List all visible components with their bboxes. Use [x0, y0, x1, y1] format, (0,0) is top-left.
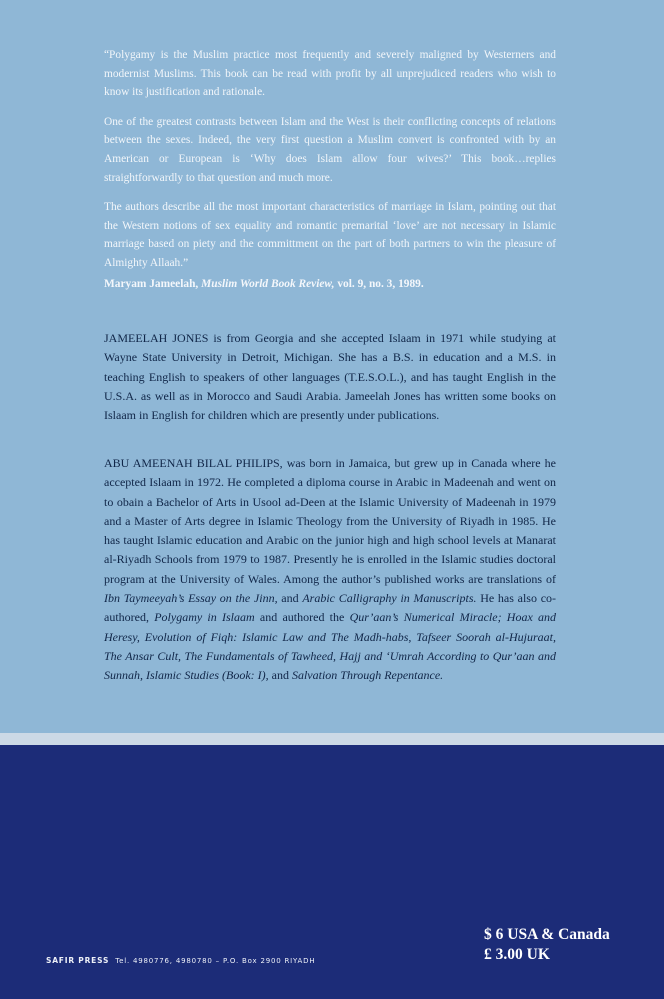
price-block [484, 925, 610, 965]
quote-attribution [104, 275, 556, 294]
book-title-list: Qur’aan’s Numerical Miracle; Hoax and Heresy, Evolution of Fiqh: Islamic Law and The Madh-habs, Tafseer Soorah al-Hujuraat, The Ansar Cult, The Fundamentals of Tawheed, Hajj and ‘Umrah According to Qur’aan and Sunnah, Islamic Studies (Book: I), [104, 610, 557, 683]
bio-text: and authored the [254, 610, 350, 625]
bio-text: and [268, 668, 292, 683]
publisher-name: SAFIR PRESS [46, 956, 110, 965]
author-bio-philips [104, 454, 556, 686]
quote-paragraph-3: The authors describe all the most important characteristics of marriage in Islam, pointing out that the Western notions of sex equality and romantic premarital ‘love’ are not necessary in Islamic marriage based on piety and the committment on the part of both partners to win the pleasure of Almighty Allaah.” [104, 201, 556, 269]
attribution-author: Maryam Jameelah, [104, 277, 199, 290]
publisher-contact: Tel. 4980776, 4980780 – P.O. Box 2900 RIYADH [115, 957, 316, 965]
review-quote [104, 46, 556, 293]
price-usa: $ 6 USA & Canada [484, 926, 610, 943]
attribution-source: Muslim World Book Review, [201, 277, 335, 290]
attribution-detail: vol. 9, no. 3, 1989. [337, 277, 424, 290]
author-bio-jones: JAMEELAH JONES is from Georgia and she accepted Islaam in 1971 while studying at Wayne State University in Detroit, Michigan. She has a B.S. in education and a M.S. in teaching English to speakers of other languages (T.E.S.O.L.), and has taught English in the U.S.A. as well as in Morocco and Saudi Arabia. Jameelah Jones has written some books on Islaam in English for children which are presently under publications. [104, 331, 556, 423]
price-uk: £ 3.00 UK [484, 946, 550, 963]
bio-text: and [277, 591, 303, 606]
quote-paragraph-1: “Polygamy is the Muslim practice most frequently and severely maligned by Westerners and modernist Muslims. This book can be read with profit by all unprejudiced readers who wish to know its justification and rationale. [104, 49, 556, 99]
bio-text: He has also co-authored, [104, 591, 557, 625]
divider-strip [0, 733, 664, 745]
bio-text: ABU AMEENAH BILAL PHILIPS, was born in Jamaica, but grew up in Canada where he accepted Islaam in 1972. He completed a diploma course in Arabic in Madeenah and went on to obain a Bachelor of Arts in Usool ad-Deen at the Islamic University of Madeenah in 1979 and a Master of Arts degree in Islamic Theology from the University of Riyadh in 1985. He has taught Islamic education and Arabic on the junior high and high school levels at Manarat al-Riyadh Schools from 1979 to 1987. Presently he is enrolled in the Islamic studies doctoral program at the University of Wales. Among the author’s published works are translations of [104, 456, 556, 586]
book-title: Arabic Calligraphy in Manuscripts. [302, 591, 477, 606]
publisher-line [46, 956, 315, 965]
book-title: Ibn Taymeeyah’s Essay on the Jinn, [104, 591, 278, 606]
book-title: Polygamy in Islaam [154, 610, 255, 625]
quote-paragraph-2: One of the greatest contrasts between Islam and the West is their conflicting concepts of relations between the sexes. Indeed, the very first question a Muslim convert is confronted with by an American or European is ‘Why does Islam allow four wives?’ This book…replies straightforwardly to that question and much more. [104, 115, 556, 184]
book-title: Salvation Through Repentance. [291, 668, 444, 683]
